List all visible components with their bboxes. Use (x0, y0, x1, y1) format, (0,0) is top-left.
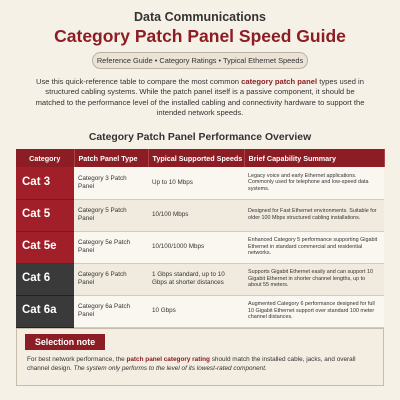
intro-paragraph (34, 77, 366, 119)
category-cell: Cat 6 (16, 263, 74, 295)
speed-cell: 10 Gbps (148, 295, 244, 327)
table-row (16, 167, 384, 199)
panel-type-cell: Category 6 Patch Panel (74, 263, 148, 295)
intro-text-end: types used in structured cabling systems. While the patch panel itself is a passive component, it should be matched to the performance level of the installed cabling and connectivity hardware to support the intended network speeds. (35, 77, 365, 118)
category-cell: Cat 6a (16, 295, 74, 327)
speed-cell: 10/100/1000 Mbps (148, 231, 244, 263)
note-italic-text: The system only performs to the level of its lowest-rated component. (73, 365, 267, 372)
category-cell: Cat 5e (16, 231, 74, 263)
summary-cell: Legacy voice and early Ethernet applications. Commonly used for telephone and low-speed data systems. (244, 167, 384, 199)
category-cell: Cat 5 (16, 199, 74, 231)
table-row (16, 263, 384, 295)
summary-cell: Enhanced Category 5 performance supporting Gigabit Ethernet in standard commercial and residential networks. (244, 231, 384, 263)
header-speeds: Typical Supported Speeds (148, 149, 244, 167)
intro-text-start: Use this quick-reference table to compare the most common (36, 77, 242, 86)
speed-cell: 1 Gbps standard, up to 10 Gbps at shorter distances (148, 263, 244, 295)
intro-highlight: category patch panel (241, 77, 318, 86)
note-text-middle: should match the installed cable, jacks, and overall channel design. (27, 356, 356, 372)
performance-table (16, 149, 385, 328)
tags-pill: Reference Guide • Category Ratings • Typical Ethernet Speeds (92, 52, 308, 69)
speed-cell: Up to 10 Mbps (148, 167, 244, 199)
summary-cell: Designed for Fast Ethernet environments. Suitable for older 100 Mbps structured cabling installations. (244, 199, 384, 231)
panel-type-cell: Category 6a Patch Panel (74, 295, 148, 327)
summary-cell: Supports Gigabit Ethernet easily and can support 10 Gigabit Ethernet in shorter channel lengths, up to about 55 meters. (244, 263, 384, 295)
table-row (16, 231, 384, 263)
panel-type-cell: Category 3 Patch Panel (74, 167, 148, 199)
table-header-row (16, 149, 384, 167)
speed-cell: 10/100 Mbps (148, 199, 244, 231)
header-category: Category (16, 149, 74, 167)
panel-type-cell: Category 5 Patch Panel (74, 199, 148, 231)
category-cell: Cat 3 (16, 167, 74, 199)
panel-type-cell: Category 5e Patch Panel (74, 231, 148, 263)
page-kicker: Data Communications (134, 10, 266, 24)
header-panel-type: Patch Panel Type (74, 149, 148, 167)
table-row (16, 199, 384, 231)
note-highlight: patch panel category rating (126, 356, 210, 363)
selection-note-box (16, 328, 384, 386)
selection-note-label: Selection note (25, 334, 105, 350)
page-title: Category Patch Panel Speed Guide (54, 26, 346, 46)
selection-note-text (27, 355, 377, 373)
table-row (16, 295, 384, 327)
header-summary: Brief Capability Summary (244, 149, 384, 167)
section-title: Category Patch Panel Performance Overview (88, 132, 312, 143)
note-text-start: For best network performance, the (27, 356, 127, 363)
summary-cell: Augmented Category 6 performance designed for full 10 Gigabit Ethernet support over standard 100 meter channel distances. (244, 295, 384, 327)
